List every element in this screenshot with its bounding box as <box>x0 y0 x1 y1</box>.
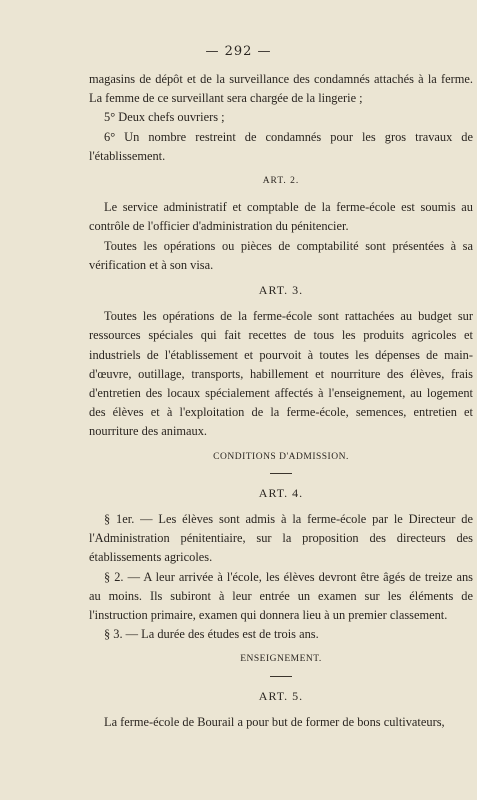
paragraph: La ferme-école de Bourail a pour but de former de bons cultivateurs, <box>104 714 445 729</box>
section-heading: ENSEIGNEMENT. <box>240 654 322 665</box>
paragraph: Le service administratif et comptable de la ferme-école est soumis au contrôle de l'officier d'administration du pénitencier. <box>89 200 473 234</box>
paragraph: § 2. — A leur arrivée à l'école, les élèves devront être âgés de treize ans au moins. Ils subiront à leur entrée un examen sur les éléments de l'instruction primaire, examen qui donnera lieu à un premier classement. <box>89 569 473 623</box>
page-number: — 292 — <box>205 44 272 59</box>
body-text <box>89 70 473 732</box>
paragraph: § 1er. — Les élèves sont admis à la ferme-école par le Directeur de l'Administration pénitentiaire, sur la proposition des directeurs des établissements agricoles. <box>89 512 473 565</box>
paragraph: Toutes les opérations ou pièces de comptabilité sont présentées à sa vérification et à son visa. <box>89 238 473 272</box>
article-heading: ART. 2. <box>262 176 300 187</box>
article-heading: ART. 4. <box>258 485 304 500</box>
paragraph: Toutes les opérations de la ferme-école sont rattachées au budget sur ressources spéciales qui fait recettes de tous les produits agricoles et industriels de l'établissement et pourvoit à toutes les dépenses de main-d'œuvre, outillage, transports, habillement et nourriture des élèves, frais d'entretien des locaux spécialement affectés à l'enseignement, au logement des élèves et à l'exploitation de la ferme-école, semences, entretien et nourriture des animaux. <box>89 309 473 439</box>
article-heading: ART. 5. <box>258 688 304 703</box>
paragraph: 6° Un nombre restreint de condamnés pour les gros travaux de l'établissement. <box>89 129 473 163</box>
article-heading: ART. 3. <box>258 283 304 298</box>
paragraph: § 3. — La durée des études est de trois ans. <box>104 627 319 642</box>
paragraph: 5° Deux chefs ouvriers ; <box>104 110 225 125</box>
divider <box>270 473 292 474</box>
section-heading: CONDITIONS D'ADMISSION. <box>213 451 349 462</box>
divider <box>270 676 292 677</box>
paragraph: magasins de dépôt et de la surveillance des condamnés attachés à la ferme. La femme de ce surveillant sera chargée de la lingerie ; <box>89 72 473 106</box>
